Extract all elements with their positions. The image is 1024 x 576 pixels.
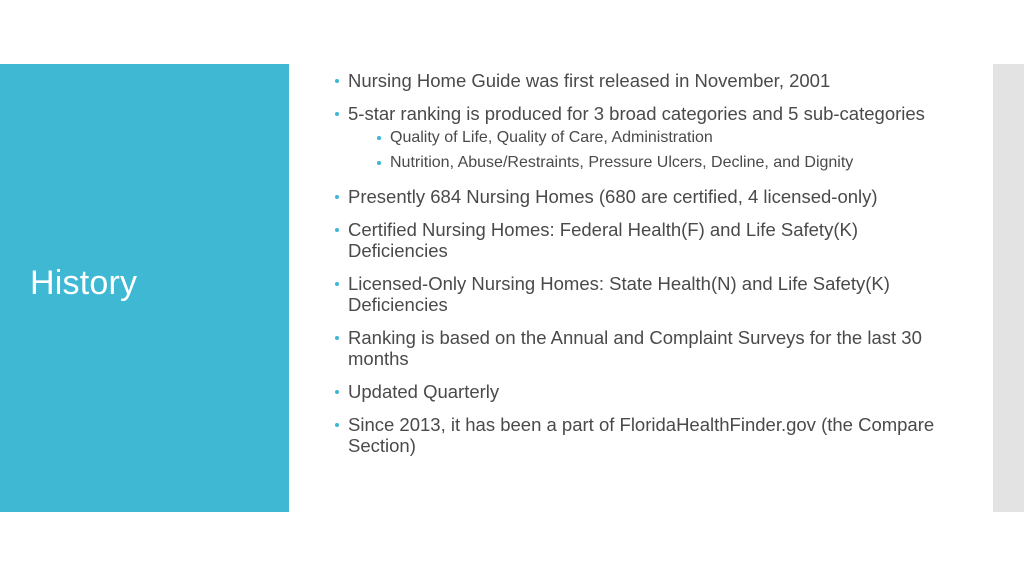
sub-bullet-text: Quality of Life, Quality of Care, Administration [390,129,713,146]
bullet-dot-icon [335,228,339,232]
bullet-dot-icon [377,161,381,165]
bullet-item [333,219,953,261]
bullet-text: Certified Nursing Homes: Federal Health(F) and Life Safety(K) Deficiencies [348,219,858,261]
sub-bullet-list [348,128,953,172]
slide-title: History [30,264,138,302]
content-area [333,70,953,456]
sub-bullet-item [375,153,953,172]
bullet-dot-icon [335,423,339,427]
bullet-item [333,381,953,402]
bullet-text: Since 2013, it has been a part of FloridaHealthFinder.gov (the Compare Section) [348,414,935,456]
bullet-item [333,70,953,91]
bullet-list [333,70,953,456]
bullet-item [333,103,953,172]
bullet-text: Licensed-Only Nursing Homes: State Health(N) and Life Safety(K) Deficiencies [348,273,890,315]
bullet-dot-icon [335,390,339,394]
bullet-item [333,186,953,207]
bullet-dot-icon [377,136,381,140]
sub-bullet-text: Nutrition, Abuse/Restraints, Pressure Ulcers, Decline, and Dignity [390,154,854,171]
sub-bullet-item [375,128,953,147]
bullet-text: Ranking is based on the Annual and Complaint Surveys for the last 30 months [348,327,922,369]
bullet-text: Updated Quarterly [348,381,500,402]
bullet-item [333,327,953,369]
bullet-dot-icon [335,79,339,83]
bullet-item [333,414,953,456]
bullet-dot-icon [335,195,339,199]
right-edge-strip [993,64,1024,512]
bullet-dot-icon [335,112,339,116]
bullet-dot-icon [335,336,339,340]
bullet-dot-icon [335,282,339,286]
bullet-text: 5-star ranking is produced for 3 broad categories and 5 sub-categories [348,103,925,124]
bullet-text: Nursing Home Guide was first released in November, 2001 [348,70,831,91]
bullet-text: Presently 684 Nursing Homes (680 are certified, 4 licensed-only) [348,186,878,207]
bullet-item [333,273,953,315]
